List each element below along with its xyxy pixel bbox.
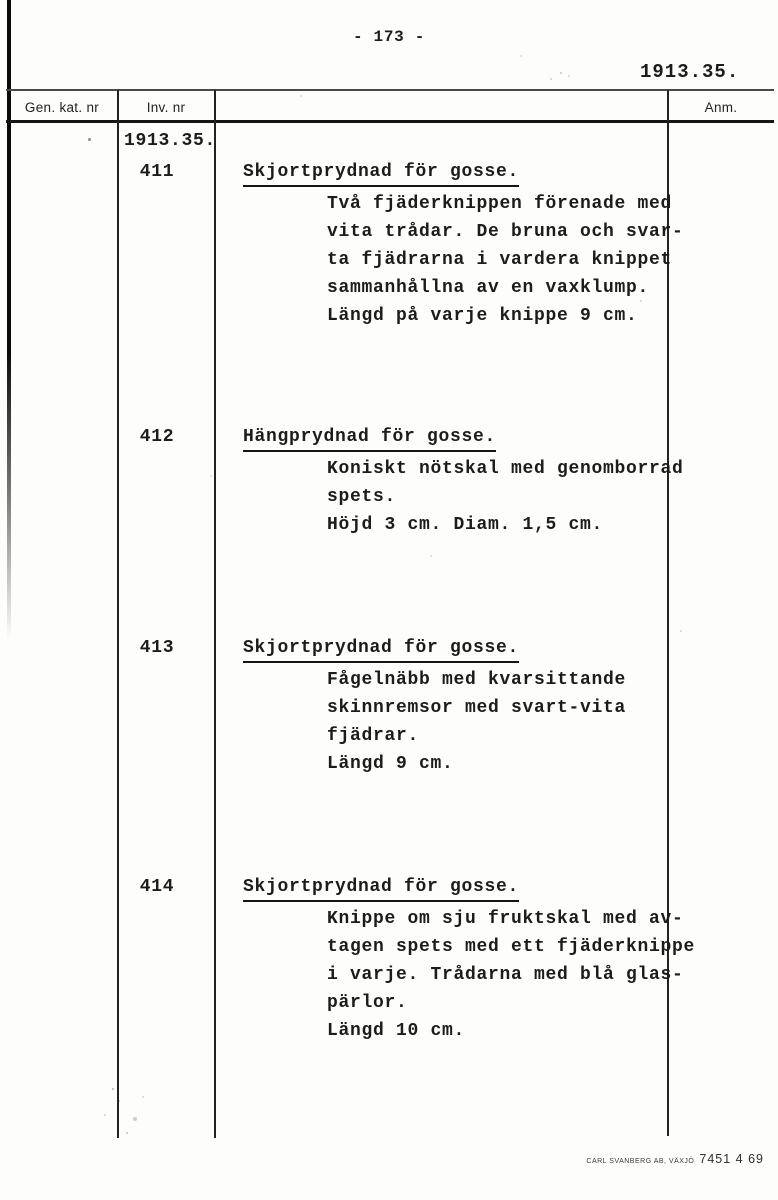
page-number: - 173 - — [352, 28, 426, 46]
entry-content — [243, 160, 684, 330]
group-label: 1913.35. — [124, 131, 217, 151]
entry-body-line: spets. — [327, 487, 397, 507]
column-header-gen-kat-nr: Gen. kat. nr — [24, 100, 100, 115]
entry-content — [243, 425, 684, 539]
entry-body-line: sammanhållna av en vaxklump. — [327, 278, 650, 298]
entry-body-line: Längd 9 cm. — [327, 754, 454, 774]
entry-inv-nr: 413 — [139, 638, 175, 658]
scan-speck — [560, 72, 562, 74]
entry-inv-nr: 412 — [139, 427, 175, 447]
entry-body-line: Knippe om sju fruktskal med av- — [327, 909, 684, 929]
printer-imprint — [586, 1150, 764, 1168]
scan-speck — [112, 1088, 114, 1090]
entry-title: Skjortprydnad för gosse. — [243, 636, 519, 663]
printer-name: CARL SVANBERG AB, VÄXJÖ — [586, 1158, 695, 1165]
catalog-ref: 1913.35. — [640, 61, 740, 83]
entry-body-line: skinnremsor med svart-vita — [327, 698, 627, 718]
entry-body-line: Två fjäderknippen förenade med — [327, 194, 673, 214]
entry-body-line: tagen spets med ett fjäderknippe — [327, 937, 696, 957]
entry-inv-nr: 411 — [139, 162, 175, 182]
printer-code: 7451 4 69 — [699, 1152, 764, 1166]
column-divider-1 — [117, 90, 119, 1138]
column-header-inv-nr: Inv. nr — [146, 100, 186, 115]
entry-body-line: Längd på varje knippe 9 cm. — [327, 306, 638, 326]
entry-content — [243, 875, 695, 1045]
entry-body-line: fjädrar. — [327, 726, 420, 746]
column-header-anm: Anm. — [704, 100, 738, 115]
entry-body-line: Fågelnäbb med kvarsittande — [327, 670, 627, 690]
entry-body-line: Längd 10 cm. — [327, 1021, 466, 1041]
entry-body-line: Koniskt nötskal med genomborrad — [327, 459, 684, 479]
entry-body-line: Höjd 3 cm. Diam. 1,5 cm. — [327, 515, 604, 535]
scan-left-edge — [7, 0, 11, 640]
column-divider-2 — [214, 90, 216, 1138]
entry-title: Skjortprydnad för gosse. — [243, 875, 519, 902]
scan-speck — [300, 95, 302, 97]
entry-body-line: pärlor. — [327, 993, 408, 1013]
entry-title: Skjortprydnad för gosse. — [243, 160, 519, 187]
entry-body-line: ta fjädrarna i vardera knippet — [327, 250, 673, 270]
entry-body-line: i varje. Trådarna med blå glas- — [327, 965, 684, 985]
scan-speck — [88, 138, 91, 141]
entry-body-line: vita trådar. De bruna och svar- — [327, 222, 684, 242]
entry-inv-nr: 414 — [139, 877, 175, 897]
entry-content — [243, 636, 626, 778]
header-bottom-rule — [6, 120, 774, 123]
entry-title: Hängprydnad för gosse. — [243, 425, 496, 452]
table-top-rule — [6, 89, 774, 91]
